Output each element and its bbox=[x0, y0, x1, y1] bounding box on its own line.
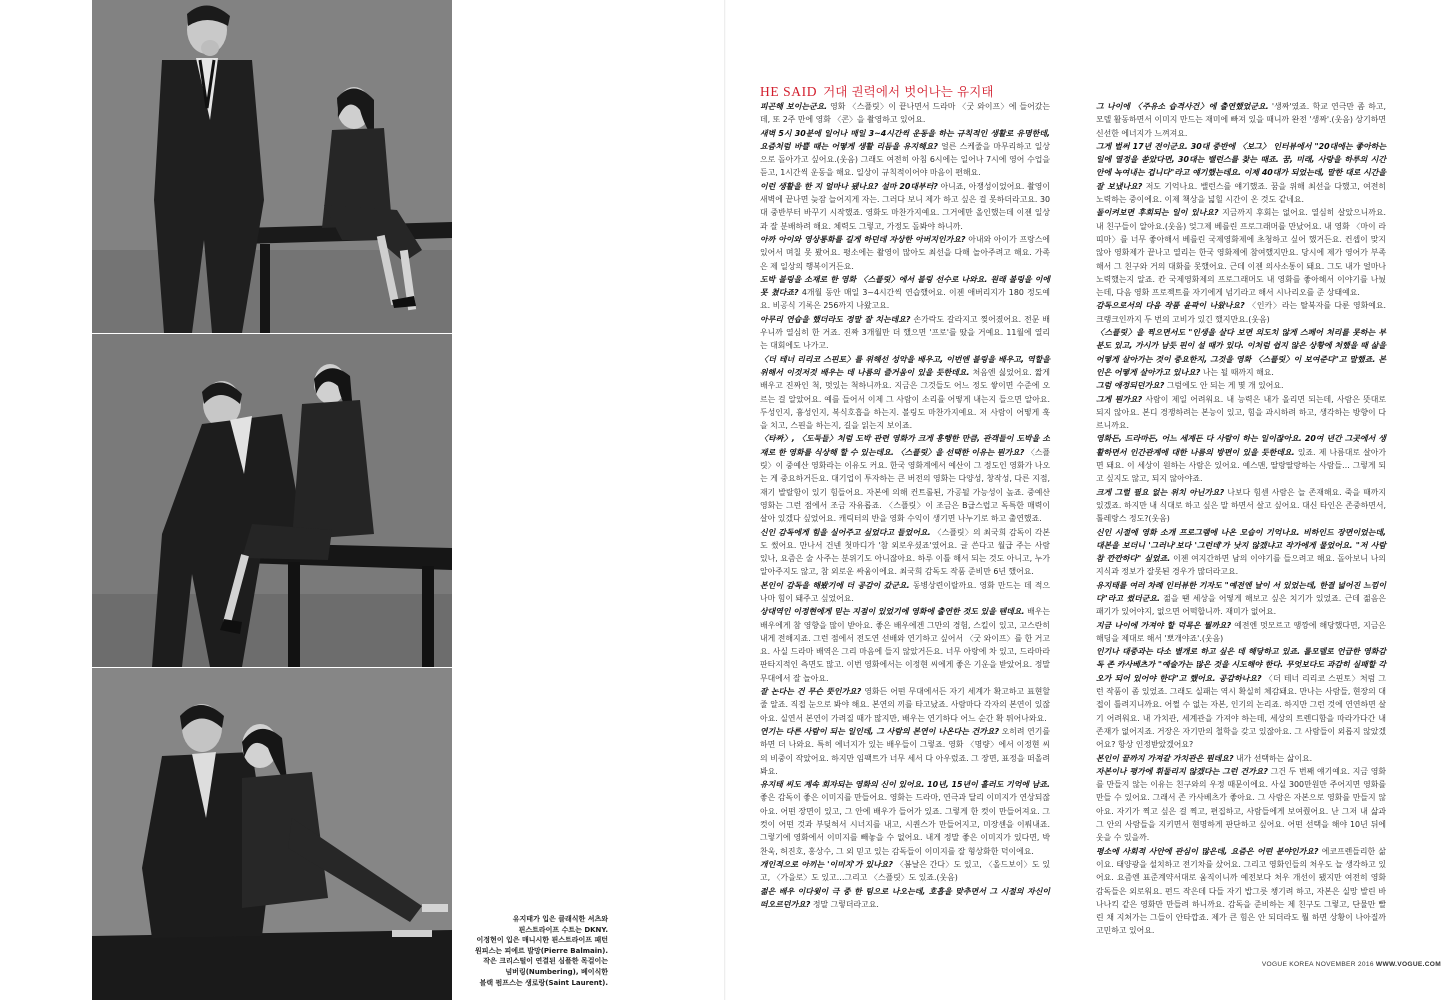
question-text: 본인이 끝까지 가져갈 가치관은 뭔데요? bbox=[1096, 753, 1234, 763]
answer-text: 나보다 힘센 사람은 늘 존재해요. 죽을 때까지 있겠죠. 하지만 내 식대로 하고 싶은 말 하면서 살고 싶어요. 대신 타인은 존중하면서, 톨레랑스 정도?(웃음) bbox=[1096, 487, 1386, 524]
answer-text: 〈스플릿〉의 최국희 감독이 각본도 썼어요. 만나서 건넨 첫마디가 '참 외로우셨죠'였어요. 글 쓴다고 월급 주는 사람 있나, 요즘은 술 사주는 분위기도 아니잖아요. 하루 이틀 해서 되는 것도 아니고, 누가 알아주지도 않고, 참 외로운 싸움이에요. 최국희 감독도 작품 준비만 6년 했어요. bbox=[760, 527, 1051, 577]
qa-paragraph bbox=[1096, 752, 1386, 765]
answer-text: 아내와 아이가 프랑스에 있어서 며칠 못 봤어요. 평소에는 촬영이 많아도 최선을 다해 놀아주려고 해요. 가족은 제 일상의 행복이거든요. bbox=[760, 234, 1051, 271]
qa-paragraph bbox=[1096, 579, 1386, 619]
footer-publication: VOGUE KOREA NOVEMBER 2016 bbox=[1261, 961, 1374, 968]
answer-text: 〈더 테너 리리코 스핀토〉처럼 그런 작품이 좀 있었죠. 그래도 실패는 역시 확실히 체감돼요. 만나는 사람들, 현장의 대접이 틀려지니까요. 어쩔 수 없는 자본, 인기의 논리죠. 하지만 그런 것에 연연하면 살기 어려워요. 내 가치관, 세계관을 가져야 하는데, 세상의 트렌디함을 따라가다간 내 존재가 없어지죠. 거장은 자기만의 철학을 갖고 있잖아요. 그 사람들이 외롭지 않았겠어요? 항상 인정받았겠어요? bbox=[1096, 673, 1386, 750]
question-text: 그게 벌써 17년 전이군요. 30대 중반에 〈보그〉 인터뷰에서 "20대에는 좋아하는 일에 열정을 쏟았다면, 30대는 밸런스를 찾는 때죠. 꿈, 미래, 사랑을 하루의 시간 안에 녹여내는 겁니다"라고 얘기했는데요. 이제 40대가 되었는데, 말한 대로 시간을 잘 보냈나요? bbox=[1096, 141, 1386, 191]
question-text: 감독으로서의 다음 작품 윤곽이 나왔나요? bbox=[1096, 301, 1245, 311]
answer-text: 〈스플릿〉이 중예산 영화라는 이유도 커요. 한국 영화계에서 예산이 그 정도인 영화가 나오는 게 중요하거든요. 대기업이 투자하는 큰 버전의 영화는 다양성, 창작성, 다른 지점, 재기 발랄함이 있기 힘들어요. 자본에 의해 컨트롤된, 가공될 가능성이 높죠. 중예산 영화는 그런 점에서 조금 자유롭죠. 〈스플릿〉이 조금은 B급스럽고 독특한 매력이 살아 있겠다 싶었어요. 캐릭터의 반을 영화 수익이 생기면 나누기로 하고 출연했죠. bbox=[760, 447, 1050, 524]
qa-paragraph bbox=[1096, 526, 1386, 579]
answer-text: 그럼에도 안 되는 게 몇 개 있어요. bbox=[1166, 381, 1284, 391]
question-text: 유지태 씨도 계속 회자되는 영화의 신이 있어요. 10년, 15년이 흘러도 기억에 남죠. bbox=[760, 780, 1050, 790]
qa-paragraph bbox=[1096, 619, 1386, 646]
caption-line: 작은 크리스털이 연결된 심플한 목걸이는 bbox=[483, 957, 608, 966]
qa-paragraph bbox=[1096, 645, 1386, 751]
question-text: 연기는 다른 사람이 되는 일인데, 그 사람의 본연이 나온다는 건가요? bbox=[760, 726, 1000, 736]
answer-text: 손가락도 갈라지고 찢어졌어요. 전문 배우니까 열심히 한 거죠. 진짜 3개월만 더 했으면 '프로'를 땄을 거예요. 11월에 열리는 대회에도 나가고. bbox=[760, 314, 1050, 351]
qa-paragraph bbox=[1096, 486, 1386, 526]
question-text: 지금 나이에 가져야 할 덕목은 뭘까요? bbox=[1096, 620, 1232, 630]
caption-line: 핀스트라이프 수트는 DKNY. bbox=[518, 925, 608, 934]
answer-text: '생짜'였죠. 학교 연극만 좀 하고, 모델 활동하면서 이미지 만드는 재미에 빠져 있을 때니까 완전 '생짜'.(웃음) 상기하면 신선한 에너지가 느껴져요. bbox=[1096, 102, 1386, 138]
qa-paragraph bbox=[760, 432, 1050, 525]
qa-paragraph bbox=[760, 233, 1050, 273]
question-text: 젊은 배우 이다윗이 극 중 한 팀으로 나오는데, 호흡을 맞추면서 그 시절의 자신이 떠오르던가요? bbox=[760, 886, 1050, 909]
question-text: 본인이 감독을 해봤기에 더 공감이 갔군요. bbox=[760, 580, 910, 590]
answer-text: 저도 기억나요. 밸런스를 얘기했죠. 꿈을 위해 최선을 다했고, 여전히 노력하는 중이에요. 이제 책상을 넓힐 시간이 온 것도 같네요. bbox=[1096, 181, 1386, 205]
photo-couple-leaning bbox=[92, 334, 452, 667]
page-footer bbox=[1262, 961, 1441, 968]
caption-line: 블랙 펌프스는 생로랑(Saint Laurent). bbox=[479, 978, 608, 987]
question-text: 아까 아이와 영상통화를 길게 하던데 자상한 아버지인가요? bbox=[760, 234, 966, 244]
qa-paragraph bbox=[1096, 100, 1386, 140]
photo-3-image bbox=[92, 668, 452, 1000]
caption-line: 원피스는 피에르 발망(Pierre Balmain). bbox=[474, 946, 608, 955]
qa-paragraph bbox=[760, 273, 1050, 313]
qa-paragraph bbox=[1096, 765, 1386, 845]
answer-text: 좋은 감독이 좋은 이미지를 만들어요. 영화는 드라마, 연극과 달리 이미지가 연상되잖아요. 어떤 장면이 있고, 그 안에 배우가 들어가 있죠. 그렇게 한 컷이 만들어져요. 그 컷이 어떤 것과 부딪혀서 시너지를 내고, 시퀀스가 만들어지고, 미장센을 이뤄내죠. 그렇기에 영화에서 이미지를 빼놓을 수 없어요. 내게 정말 좋은 이미지가 있다면, 박찬욱, 허진호, 홍상수, 그 외 믿고 있는 감독들이 이미지를 잘 형상화한 덕이에요. bbox=[760, 793, 1050, 856]
answer-text: 영화든 어떤 무대에서든 자기 세계가 확고하고 표현할 줄 알죠. 직접 눈으로 봐야 해요. 본연의 끼를 타고났죠. 사람마다 각자의 본연이 있잖아요. 실연서 본연이 가려질 때가 많지만, 배우는 연기하다 어느 순간 확 튀어나와요. bbox=[760, 687, 1050, 723]
answer-text: 지금까지 후회는 없어요. 열심히 살았으니까요. 내 친구들이 알아요.(웃음) 엊그제 베를린 프로그래머를 만났어요. 내 영화 〈마이 라띠마〉를 너무 좋아해서 베를린 국제영화제에 초청하고 싶어 했거든요. 컨셉이 맞지 않아 영화제가 끝나고 열리는 한국 영화제에 참여했지만요. 당시에 제가 영어가 부족해서 그 친구와 거의 대화를 못했어요. 근데 이젠 의사소통이 돼요. 그도 내가 얼마나 노력했는지 알죠. 칸 국제영화제의 프로그래머도 내 영화를 좋아해서 이야기를 나눴는데, 다음 영화 프로젝트를 자기에게 넘기라고 해서 시나리오를 준 상태예요. bbox=[1096, 208, 1386, 298]
qa-paragraph bbox=[760, 858, 1050, 885]
question-text: 피곤해 보이는군요. bbox=[760, 102, 828, 111]
photo-1-image bbox=[92, 0, 452, 333]
question-text: 〈스플릿〉을 찍으면서도 "인생을 살다 보면 의도치 않게 스페어 처리를 못하는 부분도 있고, 가시가 남듯 핀이 설 때가 있다. 이처럼 쉽지 않은 상황에 처했을 때 삶을 어떻게 살아가는 것이 중요한지, 그것을 영화 〈스플릿〉이 보여준다"고 말했죠. 본인은 어떻게 살아가고 있나요? bbox=[1096, 328, 1386, 377]
answer-text: 오히려 연기를 하면 더 나와요. 특히 에너지가 있는 배우들이 그렇죠. 영화 〈명량〉에서 이정현 씨의 비중이 작았어요. 하지만 임팩트가 너무 세서 다 아우렀죠. 그 장면, 표정을 떠올려봐요. bbox=[760, 726, 1051, 776]
article-column-2 bbox=[1096, 100, 1386, 938]
photo-couple-closeup bbox=[92, 668, 452, 1000]
question-text: 신인 감독에게 힘을 실어주고 싶었다고 들었어요. bbox=[760, 527, 931, 537]
qa-paragraph bbox=[1096, 206, 1386, 299]
question-text: 도박 볼링을 소재로 한 영화 〈스플릿〉에서 볼링 선수로 나와요. 원래 볼링을 이에 못 쳤다죠? bbox=[760, 274, 1050, 298]
answer-text: 이젠 여지간하면 남의 이야기를 들으려고 해요. 돌아보니 나의 지식과 정보가 잘못된 경우가 많더라고요. bbox=[1096, 554, 1386, 577]
question-text: 자본이나 평가에 휘둘리지 않겠다는 그런 건가요? bbox=[1096, 766, 1268, 776]
answer-text: 예전엔 멋모르고 땡깡에 해당했다면, 지금은 해딩을 제대로 해서 '뽀개야죠'.(웃음) bbox=[1096, 620, 1387, 643]
question-text: 상대역인 이정현에게 믿는 지점이 있었기에 영화에 출연한 것도 있을 텐데요. bbox=[760, 607, 1025, 617]
headline-lead: HE SAID bbox=[760, 84, 818, 99]
question-text: 잘 논다는 건 무슨 뜻인가요? bbox=[760, 687, 862, 697]
qa-paragraph bbox=[760, 127, 1050, 180]
answer-text: 그건 두 번째 얘기예요. 지금 영화를 만들지 않는 이유는 친구와의 우정 때문이에요. 사실 300만원만 주어지면 영화를 만들 수 있어요. 그래서 존 카사베츠가 좋아요. 그 사람은 자본으로 영화를 만들지 않아요. 자기가 찍고 싶은 걸 찍고, 편집하고, 사람들에게 보여줬어요. 난 그저 내 삶과 그 안의 사람들을 지키면서 현명하게 판단하고 싶어요. 어떤 선택을 해야 10년 뒤에 웃을 수 있을까. bbox=[1096, 766, 1386, 843]
answer-text: 에코프렌들리한 삶이요. 태양광을 설치하고 전기차를 샀어요. 그리고 영화인들의 처우도 늘 생각하고 있어요. 요즘엔 표준계약서대로 움직이니까 예전보다 처우 개선이 됐지만 여전히 영화감독들은 외로워요. 펀드 작은데 다들 자기 밥그릇 챙기려 하고, 자본은 실망 발린 바나나킥 같은 영화만 만들려 하니까요. 감독을 준비하는 제 친구도 그렇고, 단물만 빨린 채 지쳐가는 그들이 안타깝죠. 제가 큰 힘은 안 되더라도 뭘 하면 상황이 나아질까 고민하고 있어요. bbox=[1096, 846, 1386, 936]
answer-text: 동병상련이랄까요. 영화 만드는 데 적으나마 힘이 돼주고 싶었어요. bbox=[760, 580, 1051, 603]
photo-column bbox=[92, 0, 452, 1000]
caption-line: 이정현이 입은 매니시한 핀스트라이프 패턴 bbox=[476, 936, 608, 945]
article-headline bbox=[760, 82, 994, 100]
qa-paragraph bbox=[760, 579, 1050, 606]
qa-paragraph bbox=[760, 100, 1050, 127]
qa-paragraph bbox=[1096, 326, 1386, 379]
qa-paragraph bbox=[1096, 379, 1386, 392]
caption-line: 넘버링(Numbering), 베이식한 bbox=[505, 967, 608, 976]
qa-paragraph bbox=[760, 725, 1050, 778]
qa-paragraph bbox=[1096, 393, 1386, 433]
question-text: 아무리 연습을 했더라도 정말 잘 치는데요? bbox=[760, 314, 911, 324]
question-text: 〈더 테너 리리코 스핀토〉를 위해선 성악을 배우고, 이번엔 볼링을 배우고, 역할을 위해서 이것저것 배우는 데 나름의 즐거움이 있을 듯한데요. bbox=[760, 354, 1050, 377]
question-text: 그 나이에 〈주유소 습격사건〉에 출연했었군요. bbox=[1096, 102, 1269, 111]
question-text: 그게 뭔가요? bbox=[1096, 394, 1143, 404]
headline-title: 거대 권력에서 벗어나는 유지태 bbox=[823, 84, 994, 99]
answer-text: 처음엔 싫었어요. 짧게 배우고 진짜인 척, 멋있는 척하니까요. 지금은 그것들도 어느 정도 쌓이면 수준에 오르는 걸 알았어요. 예를 들어서 이제 그 사람이 소리를 어떻게 내는지 들으면 알아요. 두성인지, 흉성인지, 복식호흡을 하는지. 볼링도 마찬가지예요. 저 사람이 어떻게 훅을 치고, 스핀을 하는지, 길을 읽는지 보이죠. bbox=[760, 367, 1051, 431]
question-text: 인기나 대중과는 다소 별개로 하고 싶은 데 해당하고 있죠. 롤모델로 언급한 영화감독 존 카사베츠가 "예술가는 많은 것을 시도해야 한다. 무엇보다도 과감히 실패할 각오가 되어 있어야 한다"고 했어요. 공감하나요? bbox=[1096, 647, 1386, 683]
caption-line: 유지태가 입은 클래식한 셔츠와 bbox=[512, 915, 608, 923]
question-text: 이런 생활을 한 지 얼마나 됐나요? 설마 20대부터? bbox=[760, 181, 938, 191]
qa-paragraph bbox=[1096, 299, 1386, 326]
answer-text: 배우는 배우에게 참 영향을 많이 받아요. 좋은 배우에겐 그만의 경험, 스킬이 있고, 고스란히 내게 전해지죠. 그런 점에서 전도연 선배와 연기하고 싶어서 〈굿 와이프〉를 한 거고요. 사실 드라마 배역은 그리 마음에 들지 않았거든요. 너무 아랑에 차 있고, 드라마라 판타지적인 측면도 많고. 이번 영화에서는 이정현 씨에게 좋은 기운을 받았어요. 정말 무대에서 잘 놀아요. bbox=[760, 607, 1050, 683]
right-page bbox=[726, 0, 1449, 1000]
qa-paragraph bbox=[760, 353, 1050, 433]
answer-text: 4개월 동안 매일 3~4시간씩 연습했어요. 이젠 애버리지가 180 정도예요. 비공식 기록은 256까지 나왔고요. bbox=[760, 288, 1050, 311]
answer-text: 젊을 땐 세상을 어떻게 해보고 싶은 치기가 있었죠. 근데 젊음은 패기가 있어야지, 없으면 어떡합니까. 재미가 없어요. bbox=[1096, 593, 1386, 617]
question-text: 영화든, 드라마든, 어느 세계든 다 사람이 하는 일이잖아요. 20여 년간 그곳에서 생활하면서 인간관계에 대한 나름의 방편이 있을 듯한데요. bbox=[1096, 434, 1386, 457]
qa-paragraph bbox=[760, 605, 1050, 685]
qa-paragraph bbox=[760, 180, 1050, 233]
question-text: 그럼 애정되던가요? bbox=[1096, 381, 1165, 391]
answer-text: 정말 그렇더라고요. bbox=[812, 899, 879, 909]
photo-caption bbox=[470, 914, 608, 988]
qa-paragraph bbox=[760, 685, 1050, 725]
qa-paragraph bbox=[1096, 140, 1386, 206]
qa-paragraph bbox=[1096, 845, 1386, 938]
answer-text: 아니죠, 아쟁성이었어요. 촬영이 새벽에 끝나면 늦잠 늘어지게 자는. 그러다 보니 제가 하고 싶은 걸 못하더라고요. 30대 중반부터 바꾸기 시작했죠. 영화도 마찬가지예요. 그거에만 올인했는데 이젠 일상과 잘 분배하려 해요. 체력도 그렇고, 가정도 돌봐야 하니까. bbox=[760, 181, 1050, 231]
qa-paragraph bbox=[1096, 432, 1386, 485]
article-column-1 bbox=[760, 100, 1050, 911]
qa-paragraph bbox=[760, 778, 1050, 858]
question-text: 크게 그럴 필요 없는 위치 아닌가요? bbox=[1096, 487, 1225, 497]
question-text: 개인적으로 아끼는 '이미지'가 있나요? bbox=[760, 859, 893, 869]
answer-text: 내가 선택하는 삶이요. bbox=[1236, 753, 1313, 763]
question-text: 신인 시절에 영화 소개 프로그램에 나온 모습이 기억나요. 비하인드 장면이었는데, 대본을 보더니 '그러나'보다 '그런데'가 낫지 않겠냐고 작가에게 물었어요. "저 사람 참 깐깐하다" 싶었죠. bbox=[1096, 527, 1386, 564]
footer-website: WWW.VOGUE.COM bbox=[1375, 961, 1441, 968]
question-text: 유지태를 여러 차례 인터뷰한 기자도 "예전엔 날이 서 있었는데, 한결 넓어진 느낌이다"라고 썼더군요. bbox=[1096, 580, 1386, 603]
answer-text: 있죠. 제 나름대로 살아가면 돼요. 이 세상이 원하는 사람은 있어요. 예스맨, 딸랑딸랑하는 사람들… 그렇게 되고 싶지도 않고, 되지 않아야죠. bbox=[1096, 447, 1386, 484]
answer-text: 영화 〈스플릿〉이 끝나면서 드라마 〈굿 와이프〉에 들어갔는데, 또 2주 만에 영화 〈콘〉을 촬영하고 있어요. bbox=[760, 102, 1050, 125]
answer-text: 〈봄날은 간다〉도 있고, 〈올드보이〉도 있고, 〈가을로〉도 있고…그리고 〈스플릿〉도 있죠.(웃음) bbox=[760, 859, 1050, 883]
photo-2-image bbox=[92, 334, 452, 667]
answer-text: 얼른 스케줄을 마무리하고 일상으로 돌아가고 싶어요.(웃음) 그래도 여전히 아침 6시에는 일어나 7시에 영어 수업을 듣고, 1시간씩 운동을 해요. 일상이 규칙적이어야 마음이 편해요. bbox=[760, 141, 1050, 178]
answer-text: 〈인카〉라는 탈북자를 다룬 영화예요. 크랭크인까지 두 번의 고비가 있긴 했지만요.(웃음) bbox=[1096, 301, 1386, 324]
qa-paragraph bbox=[760, 526, 1050, 579]
question-text: 〈타짜〉, 〈도둑들〉처럼 도박 관련 영화가 크게 흥행한 만큼, 관객들이 도박을 소재로 한 영화를 식상해 할 수 있는데요. 〈스플릿〉을 선택한 이유는 뭔가요? bbox=[760, 434, 1050, 457]
question-text: 새벽 5시 30분에 일어나 매일 3~4시간씩 운동을 하는 규칙적인 생활로 유명한데, 요즘처럼 바쁠 때는 어떻게 생활 리듬을 유지해요? bbox=[760, 128, 1050, 151]
qa-paragraph bbox=[760, 885, 1050, 912]
answer-text: 나는 될 때까지 해요. bbox=[1202, 367, 1274, 377]
photo-couple-table-standing bbox=[92, 0, 452, 333]
question-text: 평소에 사회적 사안에 관심이 많은데, 요즘은 어떤 분야인가요? bbox=[1096, 846, 1319, 856]
question-text: 돌이켜보면 후회되는 일이 있나요? bbox=[1096, 208, 1219, 218]
answer-text: 사람이 제일 어려워요. 내 능력은 내가 올리면 되는데, 사람은 뜻대로 되지 않아요. 본디 경쟁하려는 본능이 있고, 힘을 과시하려 하고, 생각하는 방향이 다르니까요. bbox=[1096, 394, 1386, 431]
qa-paragraph bbox=[760, 313, 1050, 353]
